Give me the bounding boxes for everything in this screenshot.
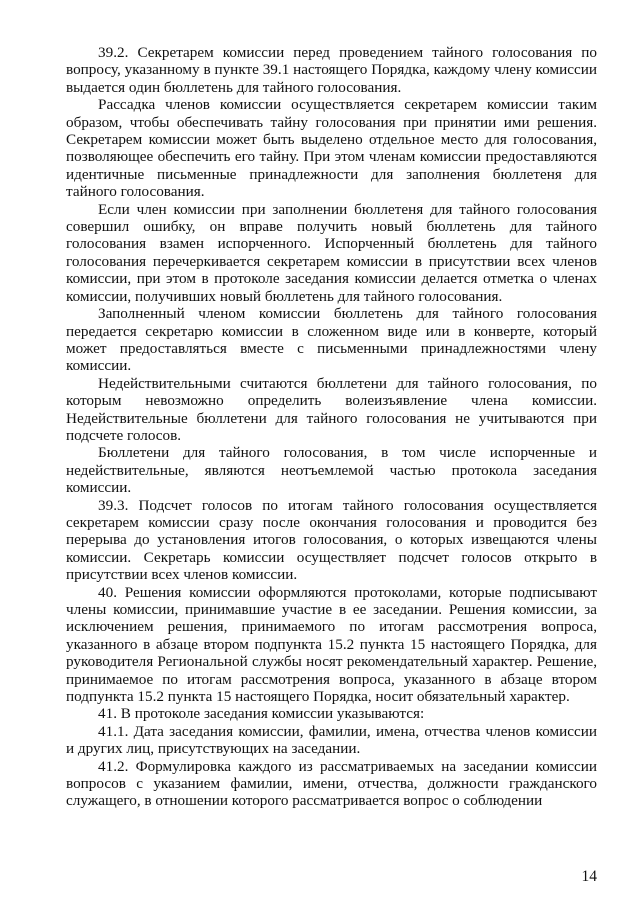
page-body: [66, 44, 597, 810]
paragraph-39-3: 39.3. Подсчет голосов по итогам тайного голосования осуществляется секретарем комиссии сразу после окончания голосования и проводится без перерыва до установления итогов голосования, о которых извещаются члены комиссии. Секретарь комиссии осуществляет подсчет голосов открыто в присутствии всех членов комиссии.: [66, 496, 597, 584]
paragraph-40: 40. Решения комиссии оформляются протоколами, которые подписывают члены комиссии, принимавшие участие в ее заседании. Решения комиссии, за исключением решения, принимаемого по итогам рассмотрения вопроса, указанного в абзаце втором подпункта 15.2 пункта 15 настоящего Порядка, для руководителя Региональной службы носят рекомендательный характер. Решение, принимаемое по итогам рассмотрения вопроса, указанного в абзаце втором подпункта 15.2 пункта 15 настоящего Порядка, носит обязательный характер.: [66, 583, 597, 706]
paragraph-invalid-ballots: Недействительными считаются бюллетени для тайного голосования, по которым невозможно определить волеизъявление члена комиссии. Недействительные бюллетени для тайного голосования не учитываются при подсчете голосов.: [66, 374, 597, 444]
paragraph-39-2: 39.2. Секретарем комиссии перед проведением тайного голосования по вопросу, указанному в пункте 39.1 настоящего Порядка, каждому члену комиссии выдается один бюллетень для тайного голосования.: [66, 44, 597, 96]
page-number: 14: [581, 868, 597, 885]
paragraph-ballot-submission: Заполненный членом комиссии бюллетень для тайного голосования передается секретарю комиссии в сложенном виде или в конверте, который может предоставляться вместе с письменными принадлежностями члену комиссии.: [66, 305, 597, 375]
paragraph-41-2: 41.2. Формулировка каждого из рассматриваемых на заседании комиссии вопросов с указанием фамилии, имени, отчества, должности гражданского служащего, в отношении которого рассматривается вопрос о соблюдении: [66, 757, 597, 810]
paragraph-seating: Рассадка членов комиссии осуществляется секретарем комиссии таким образом, чтобы обеспечивать тайну голосования при принятии ими решения. Секретарем комиссии может быть выделено отдельное место для голосования, позволяющее обеспечить его тайну. При этом членам комиссии предоставляются идентичные письменные принадлежности для заполнения бюллетеня для тайного голосования.: [66, 96, 597, 201]
paragraph-ballots-protocol: Бюллетени для тайного голосования, в том числе испорченные и недействительные, являются неотъемлемой частью протокола заседания комиссии.: [66, 444, 597, 497]
paragraph-41: 41. В протоколе заседания комиссии указываются:: [98, 705, 425, 723]
paragraph-41-1: 41.1. Дата заседания комиссии, фамилии, имена, отчества членов комиссии и других лиц, присутствующих на заседании.: [66, 722, 597, 758]
paragraph-ballot-error: Если член комиссии при заполнении бюллетеня для тайного голосования совершил ошибку, он вправе получить новый бюллетень для тайного голосования взамен испорченного. Испорченный бюллетень для тайного голосования перечеркивается секретарем комиссии в присутствии всех членов комиссии, при этом в протоколе заседания комиссии делается отметка о членах комиссии, получивших новый бюллетень для тайного голосования.: [66, 200, 597, 305]
